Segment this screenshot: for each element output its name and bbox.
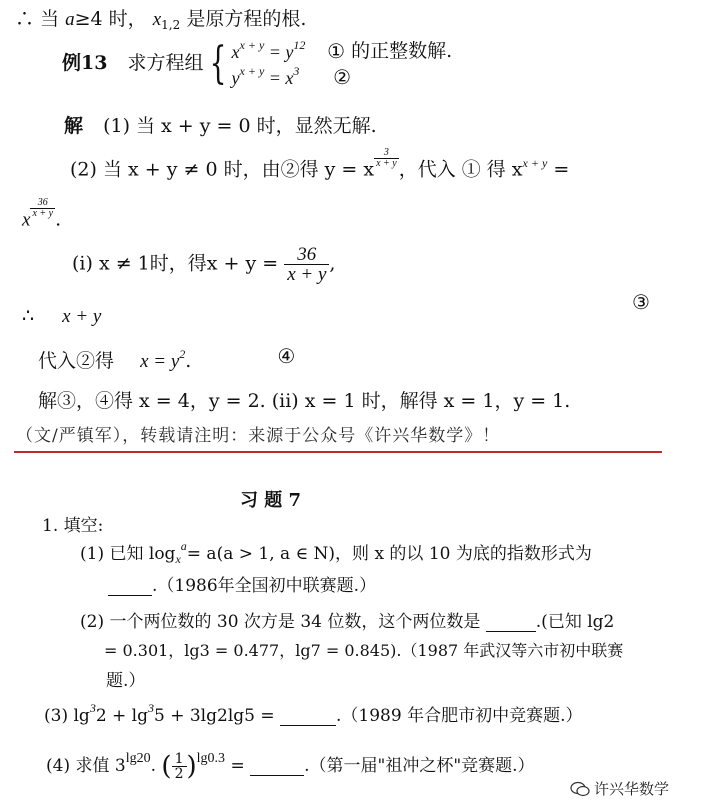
- question-1-heading: 1. 填空:: [42, 516, 104, 536]
- exercise-1-2-cont2: 题.）: [106, 671, 146, 691]
- exercise-1-4: (4) 求值 $3^{lg20}$. ( $\frac{1}{2}$ )$^{lg0.3}$ = .（第一届"祖冲之杯"竞赛题.）: [46, 751, 535, 782]
- exercise-1-1-cont: .（1986年全国初中联赛题.）: [108, 578, 376, 596]
- equation-1: $x^{x + y} = y^{12}$ ①: [231, 38, 346, 63]
- final-solution: 解③，④得 x = 4，y = 2. (ii) x = 1 时，解得 x = 1，y = 1.: [38, 390, 571, 412]
- exponent-fraction-36: $\frac{36}{x + y}$: [32, 197, 54, 219]
- marker-1: ①: [327, 39, 346, 63]
- answer-blank[interactable]: [486, 614, 536, 632]
- fraction-half: $\frac{1}{2}$: [172, 752, 187, 781]
- fraction-36: $\frac{36}{x + y}$: [284, 245, 329, 284]
- solution-case-2-cont: x $\frac{36}{x + y}$ .: [22, 197, 62, 231]
- answer-blank[interactable]: [108, 578, 152, 596]
- equation-system: [232, 38, 352, 90]
- substitution-line: 代入②得 $x = y^2$. ④: [38, 344, 296, 372]
- subcase-i: (i) x ≠ 1时，得x + y = $\frac{36}{x + y}$ ,: [72, 244, 336, 285]
- watermark-text: 许兴华数学: [594, 780, 670, 798]
- paren-close: ): [186, 751, 197, 782]
- therefore-line: ∴ x + y: [22, 305, 102, 327]
- exercise-1-3: (3) $\lg^32 + \lg^35 + 3\lg 2\lg 5 = .(1989$ 年合肥市初中竞赛题.）: [44, 701, 583, 726]
- system-brace: {: [209, 38, 226, 89]
- solution-label: 解: [64, 115, 84, 137]
- equation-2: $y^{x + y} = x^3$ ②: [231, 64, 352, 89]
- solution-case-1: 解 (1) 当 x + y = 0 时，显然无解.: [64, 115, 377, 137]
- answer-blank[interactable]: [280, 708, 336, 726]
- example-13: 例13 求方程组 { $x^{x + y} = y^{12}$ ① $y^{x + y} = x^3$ ② 的正整数解.: [62, 38, 453, 89]
- paren-open: (: [161, 751, 172, 782]
- exercise-1-2: (2) 一个两位数的 30 次方是 34 位数，这个两位数是 .(已知 lg2: [80, 612, 615, 632]
- wechat-icon: [570, 781, 590, 797]
- reprint-notice: （文/严镇军），转载请注明：来源于公众号《许兴华数学》！: [16, 426, 501, 446]
- answer-blank[interactable]: [250, 758, 304, 776]
- example-label: 例13: [62, 52, 108, 74]
- line-root-conclusion: ∴ 当 a≥4 时， $x_{1,2}$ 是原方程的根.: [15, 8, 307, 32]
- exponent-fraction: $\frac{3}{x + y}$: [376, 147, 397, 169]
- exercise-1-2-cont: = 0.301，lg3 = 0.477，lg7 = 0.845).（1987 年武汉等六市初中联赛: [104, 641, 624, 660]
- red-divider: [14, 451, 662, 453]
- exercise-1-1: (1) 已知 $\log_x^a= a(a > 1$, a ∈ N)，则 x 的以 10 为底的指数形式为: [80, 539, 592, 566]
- watermark: [570, 778, 669, 799]
- therefore-symbol: ∴: [15, 8, 35, 30]
- marker-3: ③: [632, 290, 650, 314]
- exercise-title: 习 题 7: [240, 490, 302, 511]
- solution-case-2: (2) 当 x + y ≠ 0 时，由②得 y = x $\frac{3}{x + y}$ ，代入 ① 得 $x^{x + y}$ =: [70, 147, 570, 181]
- marker-2: ②: [333, 65, 352, 89]
- marker-4: ④: [277, 344, 296, 368]
